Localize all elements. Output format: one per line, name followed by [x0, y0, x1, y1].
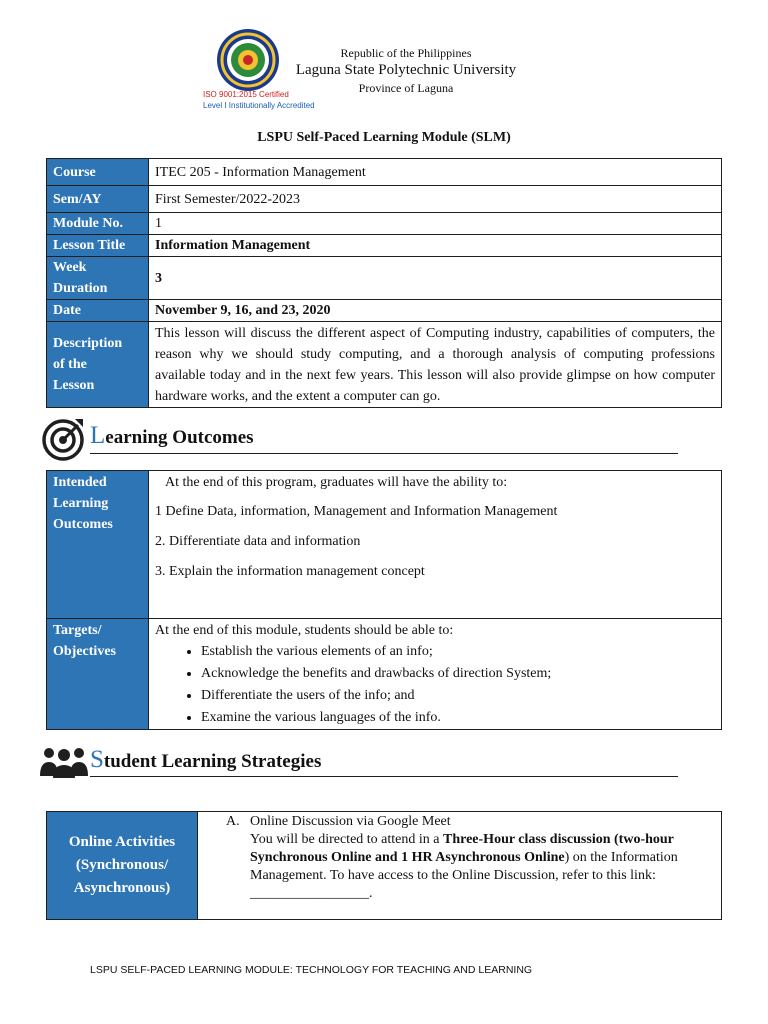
activity-item [226, 813, 707, 903]
online-activities-content [198, 812, 722, 920]
lesson-title-value: Information Management [149, 235, 722, 257]
online-label-line: (Synchronous/ [75, 857, 169, 873]
description-label-line: Description [53, 336, 123, 351]
sem-label: Sem/AY [47, 186, 149, 213]
list-item: 3. Explain the information management concept [155, 564, 425, 579]
learning-outcomes-title: Learning Outcomes [90, 422, 254, 449]
course-label: Course [47, 159, 149, 186]
university-name: Laguna State Polytechnic University [295, 62, 517, 78]
table-row [47, 812, 722, 920]
module-value: 1 [149, 213, 722, 235]
page-footer: LSPU SELF-PACED LEARNING MODULE: TECHNOLOGY FOR TEACHING AND LEARNING [90, 964, 533, 976]
course-value: ITEC 205 - Information Management [149, 159, 722, 186]
date-value: November 9, 16, and 23, 2020 [149, 300, 722, 322]
week-duration-label [47, 257, 149, 300]
table-row [47, 471, 722, 619]
heading-rule [90, 776, 678, 777]
targets-intro: At the end of this module, students should be able to: [155, 623, 454, 638]
ilo-label [47, 471, 149, 619]
targets-label-line: Targets/ [53, 623, 102, 638]
module-title: LSPU Self-Paced Learning Module (SLM) [257, 130, 511, 145]
accreditation-text: Level I Institutionally Accredited [203, 101, 315, 110]
module-info-table [46, 158, 722, 408]
strategies-heading [40, 742, 680, 788]
strategies-table [46, 811, 722, 920]
list-item: 2. Differentiate data and information [155, 534, 361, 549]
university-seal-logo [216, 28, 280, 92]
list-item: • Differentiate the users of the info; and [201, 685, 715, 707]
activity-letter: A. [226, 814, 240, 829]
description-label-line: of the [53, 357, 87, 372]
ilo-label-line: Intended [53, 475, 107, 490]
heading-rule [90, 453, 678, 454]
lesson-title-label: Lesson Title [47, 235, 149, 257]
table-row [47, 213, 722, 235]
target-icon [40, 416, 86, 467]
description-value: This lesson will discuss the different aspect of Computing industry, capabilities of computers, the reason why we should study computing, and a thorough analysis of computing professions available today and in the next few years. This lesson will also provide glimpse on how computer hardware works, and the extent a computer can go. [149, 322, 722, 408]
ilo-label-line: Outcomes [53, 517, 113, 532]
week-duration-value: 3 [149, 257, 722, 300]
online-label-line: Asynchronous) [73, 880, 171, 896]
week-label-line: Week [53, 260, 87, 275]
ilo-list [155, 502, 715, 582]
strategies-title: Student Learning Strategies [90, 746, 322, 773]
sem-value: First Semester/2022-2023 [149, 186, 722, 213]
republic-text: Republic of the Philippines [340, 46, 472, 60]
table-row [47, 300, 722, 322]
targets-label-line: Objectives [53, 644, 116, 659]
list-item: • Establish the various elements of an info; [201, 641, 715, 663]
province-text: Province of Laguna [358, 81, 454, 95]
table-row [47, 186, 722, 213]
table-row [47, 322, 722, 408]
ilo-intro: At the end of this program, graduates will have the ability to: [165, 475, 508, 490]
description-label-line: Lesson [53, 378, 95, 393]
module-label: Module No. [47, 213, 149, 235]
online-label-line: Online Activities [68, 834, 176, 850]
table-row [47, 619, 722, 730]
meeting-link-blank[interactable]: _________________ [250, 886, 369, 901]
document-header [0, 20, 768, 120]
table-row [47, 235, 722, 257]
outcomes-table [46, 470, 722, 730]
week-label-line: Duration [53, 281, 108, 296]
group-icon [40, 742, 88, 787]
targets-list [155, 641, 715, 729]
ilo-content [149, 471, 722, 619]
iso-certification-text: ISO 9001:2015 Certified [203, 90, 289, 99]
online-activities-label [47, 812, 198, 920]
targets-content [149, 619, 722, 730]
targets-label [47, 619, 149, 730]
activity-description: You will be directed to attend in a Three-Hour class discussion (two-hour Synchronous Online and 1 HR Asynchronous Online) on the Information Management. To have access to the Online Discussion, refer to this link: _________________. [250, 832, 678, 901]
activity-title: Online Discussion via Google Meet [250, 814, 451, 829]
list-item: • Examine the various languages of the info. [201, 707, 715, 729]
ilo-label-line: Learning [53, 496, 109, 511]
description-label [47, 322, 149, 408]
list-item: • Acknowledge the benefits and drawbacks of direction System; [201, 663, 715, 685]
date-label: Date [47, 300, 149, 322]
list-item: 1 Define Data, information, Management and Information Management [155, 504, 558, 519]
learning-outcomes-heading [40, 416, 680, 462]
table-row [47, 159, 722, 186]
table-row [47, 257, 722, 300]
